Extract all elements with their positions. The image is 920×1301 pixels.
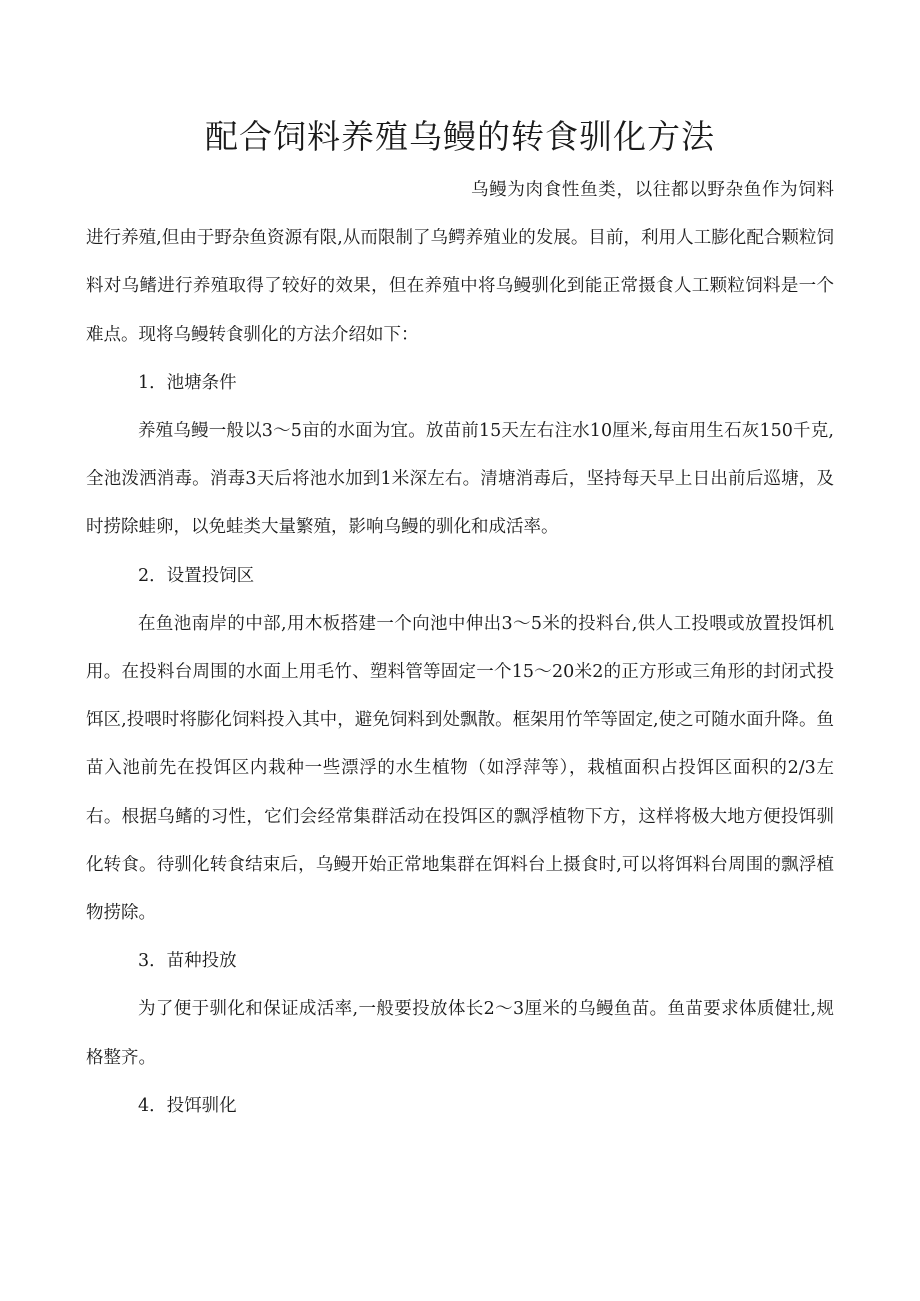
document-body [86,166,834,1130]
section-heading-fry-stocking: 3．苗种投放 [138,951,237,972]
section-heading-pond-conditions: 1．池塘条件 [138,372,237,393]
paragraph-pond-conditions: 养殖乌鳗一般以3～5亩的水面为宜。放苗前15天左右注水10厘米,每亩用生石灰150千克,全池泼洒消毒。消毒3天后将池水加到1米深左右。清塘消毒后，坚持每天早上日出前后巡塘，及时捞除蛙卵，以免蛙类大量繁殖，影响乌鳗的驯化和成活率。 [86,421,834,538]
document-title: 配合饲料养殖乌鳗的转食驯化方法 [205,117,715,156]
intro-paragraph: 乌鳗为肉食性鱼类，以往都以野杂鱼作为饲料进行养殖,但由于野杂鱼资源有限,从而限制了乌鳄养殖业的发展。目前，利用人工膨化配合颗粒饲料对乌鳍进行养殖取得了较好的效果，但在养殖中将乌鳗驯化到能正常摄食人工颗粒饲料是一个难点。现将乌鳗转食驯化的方法介绍如下： [86,180,834,345]
paragraph-feeding-area: 在鱼池南岸的中部,用木板搭建一个向池中伸出3～5米的投料台,供人工投喂或放置投饵机用。在投料台周围的水面上用毛竹、塑料管等固定一个15～20米2的正方形或三角形的封闭式投饵区,投喂时将膨化饲料投入其中，避免饲料到处飘散。框架用竹竿等固定,使之可随水面升降。鱼苗入池前先在投饵区内栽种一些漂浮的水生植物（如浮萍等），栽植面积占投饵区面积的2/3左右。根据乌鳍的习性，它们会经常集群活动在投饵区的飘浮植物下方，这样将极大地方便投饵驯化转食。待驯化转食结束后，乌鳗开始正常地集群在饵料台上摄食时,可以将饵料台周围的飘浮植物捞除。 [86,613,834,924]
section-heading-feeding-domestication: 4．投饵驯化 [138,1095,237,1116]
paragraph-fry-stocking: 为了便于驯化和保证成活率,一般要投放体长2～3厘米的乌鳗鱼苗。鱼苗要求体质健壮,规格整齐。 [86,999,834,1068]
section-heading-feeding-area: 2．设置投饲区 [138,565,255,586]
